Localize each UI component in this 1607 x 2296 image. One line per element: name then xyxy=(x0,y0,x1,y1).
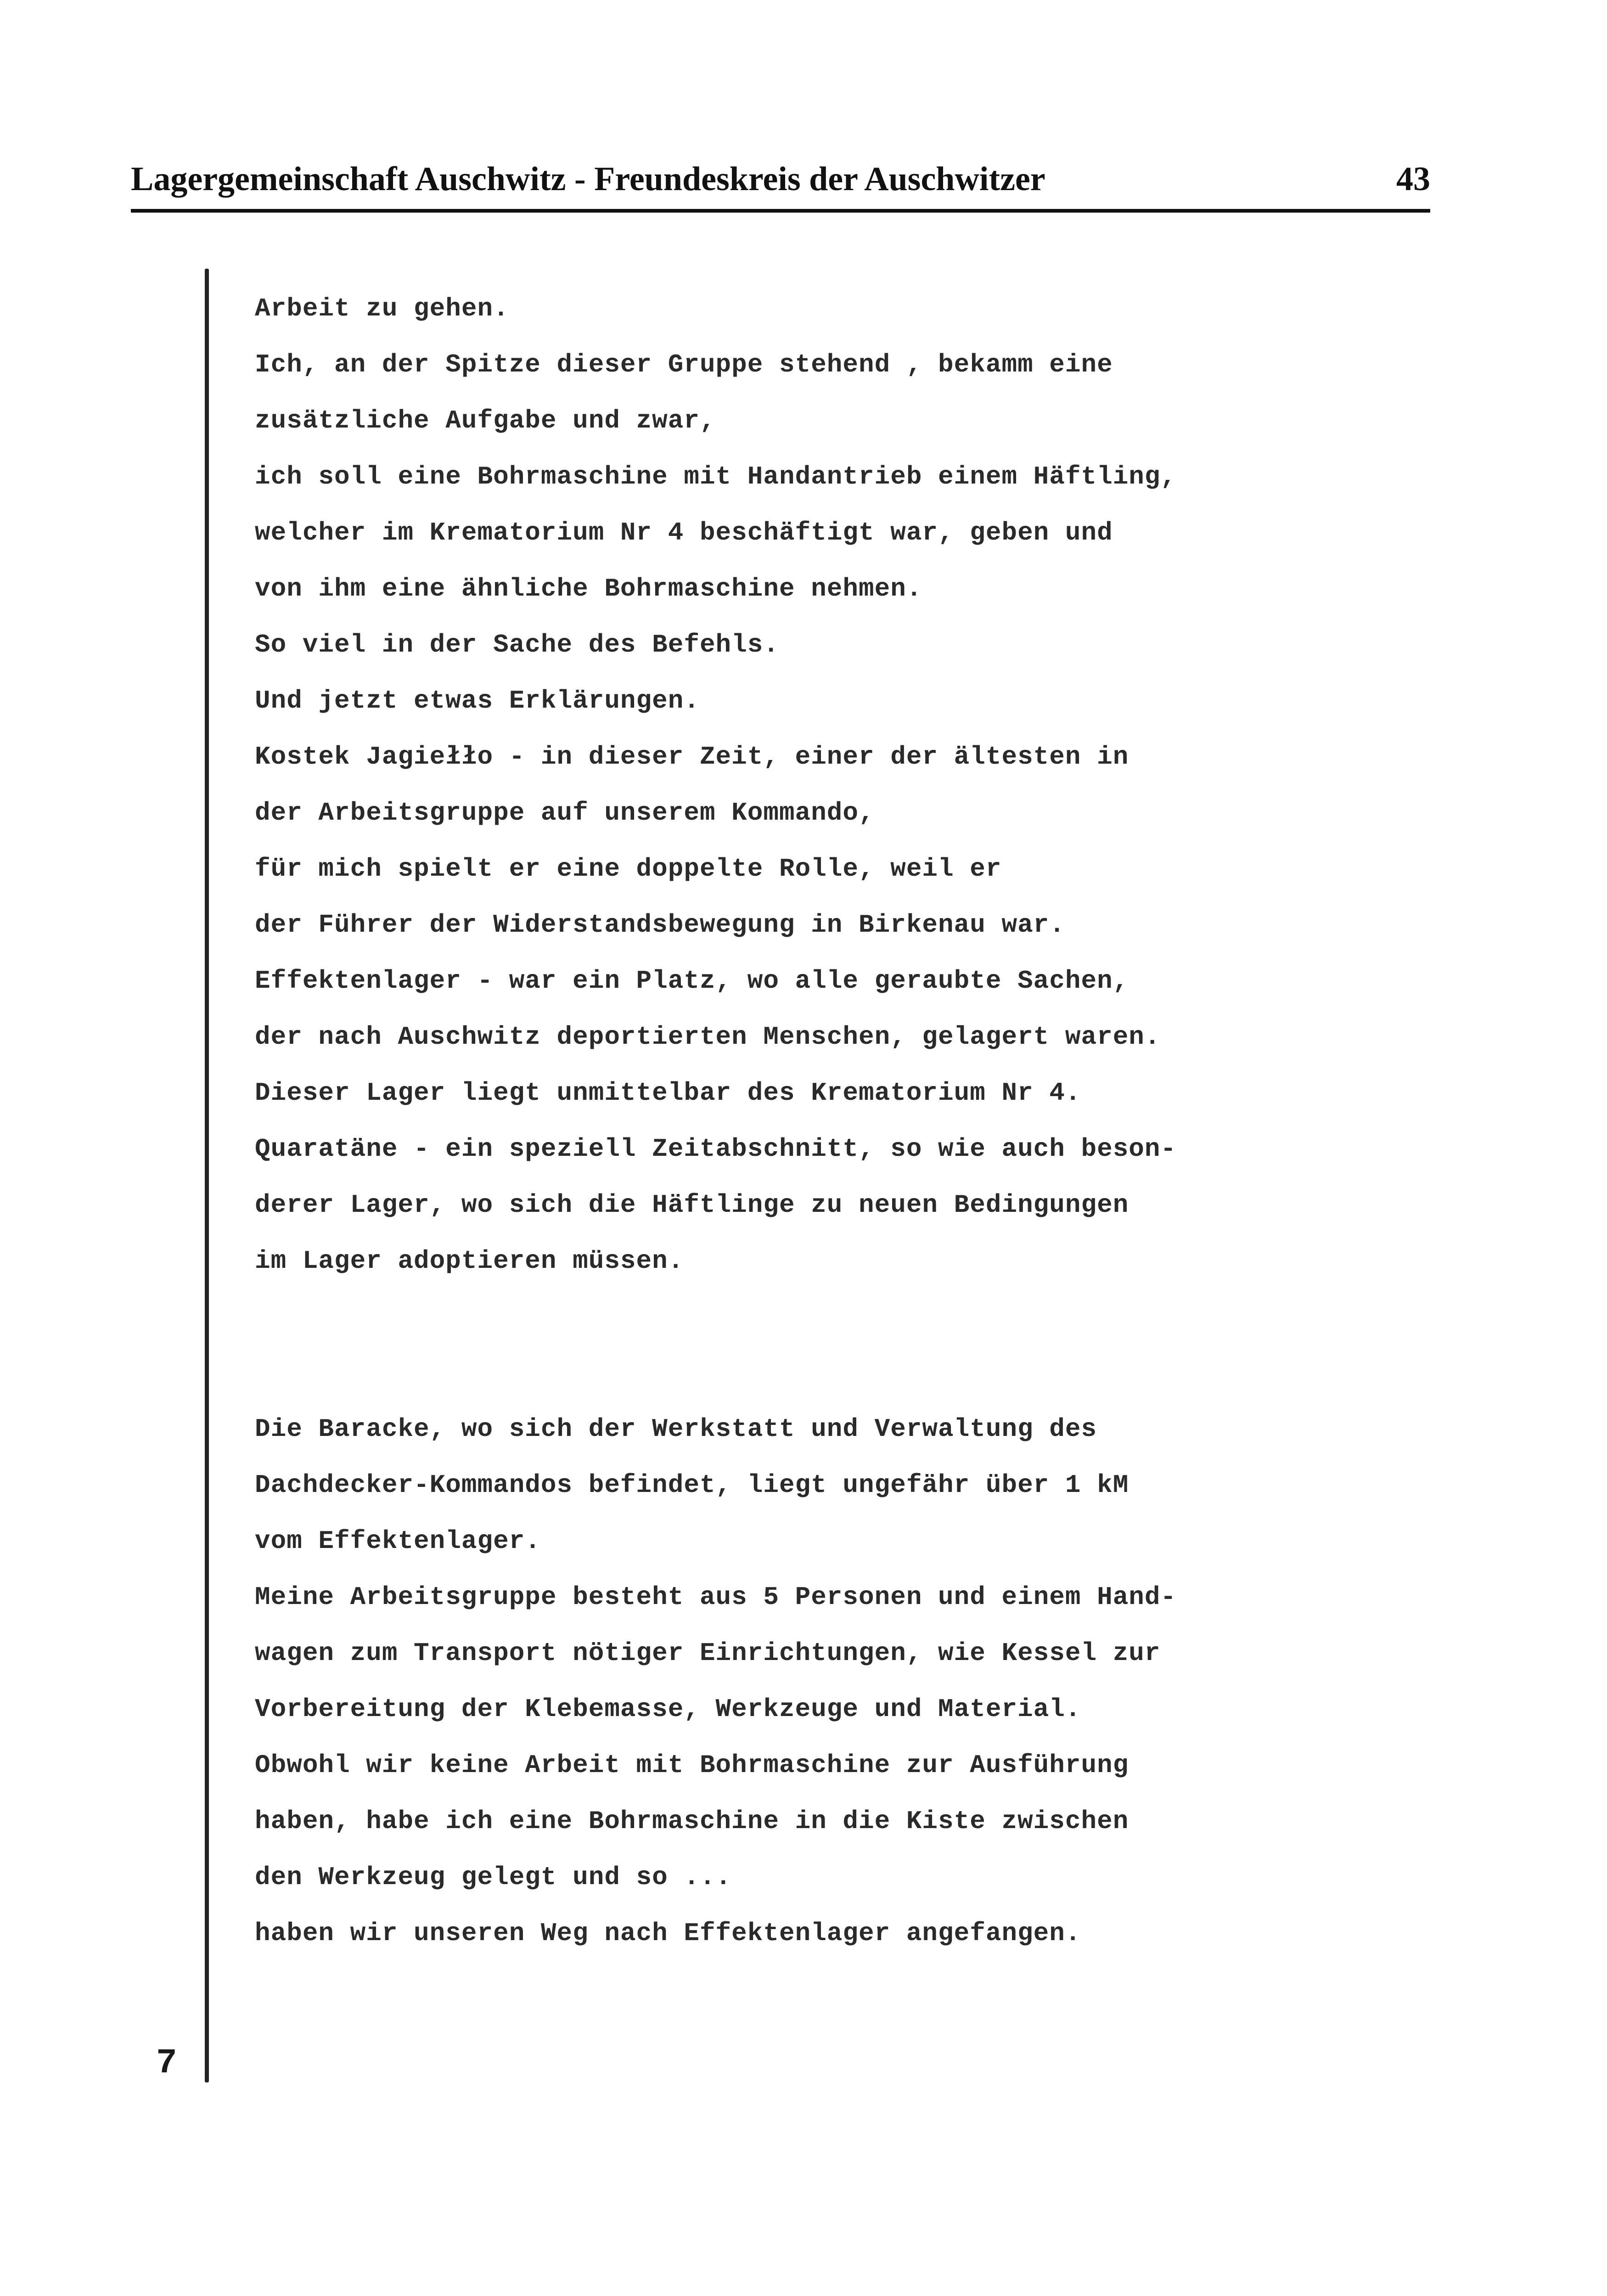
margin-line xyxy=(205,269,209,2082)
text-line: Dachdecker-Kommandos befindet, liegt ungefähr über 1 kM xyxy=(255,1470,1129,1500)
text-line: Effektenlager - war ein Platz, wo alle geraubte Sachen, xyxy=(255,966,1129,996)
text-line: der Führer der Widerstandsbewegung in Birkenau war. xyxy=(255,910,1065,940)
text-line: Obwohl wir keine Arbeit mit Bohrmaschine zur Ausführung xyxy=(255,1750,1129,1780)
text-line: von ihm eine ähnliche Bohrmaschine nehmen. xyxy=(255,574,922,603)
margin-number: 7 xyxy=(156,2043,177,2083)
text-line: der nach Auschwitz deportierten Menschen, gelagert waren. xyxy=(255,1022,1161,1052)
text-line: Dieser Lager liegt unmittelbar des Krematorium Nr 4. xyxy=(255,1078,1081,1108)
text-line: im Lager adoptieren müssen. xyxy=(255,1246,684,1276)
text-line: haben wir unseren Weg nach Effektenlager angefangen. xyxy=(255,1919,1081,1948)
text-line: Und jetzt etwas Erklärungen. xyxy=(255,686,700,715)
text-line: So viel in der Sache des Befehls. xyxy=(255,630,779,659)
text-line: Kostek Jagiełło - in dieser Zeit, einer der ältesten in xyxy=(255,742,1129,771)
running-header xyxy=(131,158,1430,214)
text-line: Vorbereitung der Klebemasse, Werkzeuge und Material. xyxy=(255,1694,1081,1724)
text-line: derer Lager, wo sich die Häftlinge zu neuen Bedingungen xyxy=(255,1190,1129,1220)
text-line: haben, habe ich eine Bohrmaschine in die Kiste zwischen xyxy=(255,1806,1129,1836)
text-line: den Werkzeug gelegt und so ... xyxy=(255,1863,732,1892)
header-rule xyxy=(131,209,1430,213)
text-line: Meine Arbeitsgruppe besteht aus 5 Personen und einem Hand- xyxy=(255,1582,1177,1612)
text-line: Die Baracke, wo sich der Werkstatt und Verwaltung des xyxy=(255,1414,1097,1444)
text-line: Arbeit zu gehen. xyxy=(255,294,509,323)
page-number: 43 xyxy=(1396,160,1430,198)
text-line: Quaratäne - ein speziell Zeitabschnitt, so wie auch beson- xyxy=(255,1134,1177,1164)
text-line: vom Effektenlager. xyxy=(255,1526,541,1556)
text-line: Ich, an der Spitze dieser Gruppe stehend , bekamm eine xyxy=(255,350,1113,379)
text-line: ich soll eine Bohrmaschine mit Handantrieb einem Häftling, xyxy=(255,462,1177,491)
text-line: wagen zum Transport nötiger Einrichtungen, wie Kessel zur xyxy=(255,1638,1161,1668)
text-line: der Arbeitsgruppe auf unserem Kommando, xyxy=(255,798,875,827)
header-title: Lagergemeinschaft Auschwitz - Freundeskreis der Auschwitzer xyxy=(131,160,1045,198)
text-line: für mich spielt er eine doppelte Rolle, weil er xyxy=(255,854,1002,884)
text-line: welcher im Krematorium Nr 4 beschäftigt war, geben und xyxy=(255,518,1113,547)
text-line: zusätzliche Aufgabe und zwar, xyxy=(255,406,716,435)
